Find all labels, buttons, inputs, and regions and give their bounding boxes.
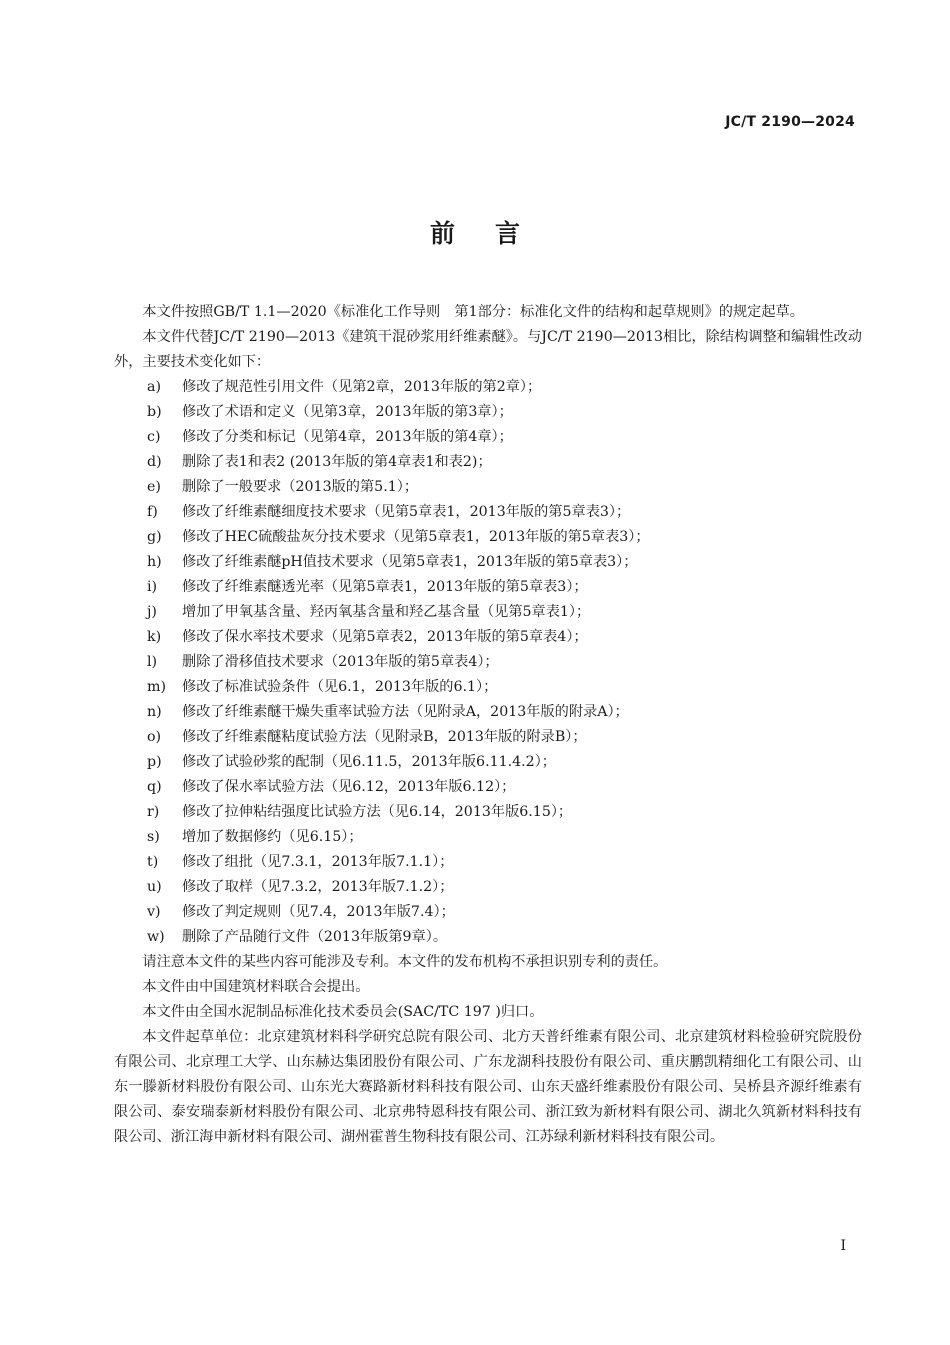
change-item — [114, 850, 862, 875]
change-item — [114, 875, 862, 900]
change-item — [114, 450, 862, 475]
change-item-marker: v) — [147, 904, 161, 920]
change-item-text: 修改了标准试验条件（见6.1，2013年版的6.1）； — [182, 679, 498, 695]
page-number: I — [840, 1238, 846, 1254]
change-item-text: 增加了甲氧基含量、羟丙氧基含量和羟乙基含量（见第5章表1）； — [182, 604, 591, 620]
change-item — [114, 425, 862, 450]
document-code: JC/T 2190—2024 — [725, 114, 855, 130]
change-item-text: 修改了纤维素醚pH值技术要求（见第5章表1，2013年版的第5章表3）； — [182, 554, 638, 570]
change-item-marker: o) — [147, 729, 162, 745]
change-item-marker: s) — [147, 829, 160, 845]
change-item-text: 删除了滑移值技术要求（2013年版的第5章表4）； — [182, 654, 499, 670]
technical-changes-list — [114, 375, 862, 950]
change-item-marker: p) — [147, 754, 162, 770]
intro-paragraph-drafting-rules: 本文件按照GB/T 1.1—2020《标准化工作导则 第1部分：标准化文件的结构和起草规则》的规定起草。 — [142, 304, 804, 320]
change-item-marker: h) — [147, 554, 162, 570]
change-item-marker: n) — [147, 704, 162, 720]
change-item-text: 修改了判定规则（见7.4，2013年版7.4）； — [182, 904, 455, 920]
change-item-text: 修改了规范性引用文件（见第2章，2013年版的第2章）； — [182, 379, 542, 395]
intro-paragraph-replacement: 本文件代替JC/T 2190—2013《建筑干混砂浆用纤维素醚》。与JC/T 2190—2013相比，除结构调整和编辑性改动外，主要技术变化如下： — [114, 329, 862, 370]
change-item-text: 修改了术语和定义（见第3章，2013年版的第3章）； — [182, 404, 513, 420]
change-item-text: 修改了试验砂浆的配制（见6.11.5，2013年版6.11.4.2）； — [182, 754, 556, 770]
change-item-text: 修改了纤维素醚细度技术要求（见第5章表1，2013年版的第5章表3）； — [182, 504, 631, 520]
change-item-text: 修改了纤维素醚粘度试验方法（见附录B，2013年版的附录B）； — [182, 729, 587, 745]
change-item-text: 删除了一般要求（2013版的第5.1）； — [182, 479, 419, 495]
change-item-marker: b) — [147, 404, 162, 420]
change-item-text: 删除了产品随行文件（2013年版第9章）。 — [182, 929, 448, 945]
page-title: 前言 — [429, 219, 560, 248]
change-item — [114, 375, 862, 400]
change-item-text: 修改了组批（见7.3.1，2013年版7.1.1）； — [182, 854, 454, 870]
change-item — [114, 575, 862, 600]
drafting-units: 本文件起草单位：北京建筑材料科学研究总院有限公司、北方天普纤维素有限公司、北京建筑材料检验研究院股份有限公司、北京理工大学、山东赫达集团股份有限公司、广东龙湖科技股份有限公司、重庆鹏凯精细化工有限公司、山东一滕新材料股份有限公司、山东光大赛路新材料科技有限公司、山东天盛纤维素股份有限公司、吴桥县齐源纤维素有限公司、泰安瑞泰新材料股份有限公司、北京弗特恩科技有限公司、浙江致为新材料有限公司、湖北久筑新材料科技有限公司、浙江海申新材料有限公司、湖州霍普生物科技有限公司、江苏绿利新材料科技有限公司。 — [114, 1029, 862, 1145]
change-item-text: 增加了数据修约（见6.15）； — [182, 829, 363, 845]
change-item-text: 修改了纤维素醚干燥失重率试验方法（见附录A，2013年版的附录A）； — [182, 704, 629, 720]
change-item-text: 修改了分类和标记（见第4章，2013年版的第4章）； — [182, 429, 513, 445]
change-item — [114, 900, 862, 925]
change-item-marker: j) — [147, 604, 157, 620]
change-item-text: 修改了取样（见7.3.2，2013年版7.1.2）； — [182, 879, 454, 895]
change-item-text: 修改了纤维素醚透光率（见第5章表1，2013年版的第5章表3）； — [182, 579, 588, 595]
change-item — [114, 725, 862, 750]
change-item-marker: f) — [147, 504, 158, 520]
change-item-marker: a) — [147, 379, 161, 395]
change-item-marker: r) — [147, 804, 160, 820]
change-item-marker: u) — [147, 879, 162, 895]
change-item-marker: d) — [147, 454, 162, 470]
change-item-marker: k) — [147, 629, 162, 645]
change-item-text: 删除了表1和表2 (2013年版的第4章表1和表2)； — [182, 454, 492, 470]
change-item-text: 修改了HEC硫酸盐灰分技术要求（见第5章表1，2013年版的第5章表3）； — [182, 529, 650, 545]
change-item — [114, 550, 862, 575]
change-item — [114, 750, 862, 775]
change-item — [114, 525, 862, 550]
change-item-marker: t) — [147, 854, 159, 870]
change-item — [114, 400, 862, 425]
change-item — [114, 475, 862, 500]
change-item-marker: g) — [147, 529, 162, 545]
change-item — [114, 600, 862, 625]
change-item — [114, 700, 862, 725]
change-item — [114, 775, 862, 800]
change-item-marker: c) — [147, 429, 161, 445]
patent-notice: 请注意本文件的某些内容可能涉及专利。本文件的发布机构不承担识别专利的责任。 — [142, 954, 668, 970]
change-item-marker: e) — [147, 479, 161, 495]
document-body — [114, 300, 862, 1150]
change-item-text: 修改了保水率试验方法（见6.12，2013年版6.12）； — [182, 779, 516, 795]
change-item-marker: i) — [147, 579, 158, 595]
change-item — [114, 800, 862, 825]
change-item-marker: l) — [147, 654, 158, 670]
proposer-statement: 本文件由中国建筑材料联合会提出。 — [142, 979, 370, 995]
change-item-text: 修改了拉伸粘结强度比试验方法（见6.14，2013年版6.15）； — [182, 804, 573, 820]
change-item-marker: q) — [147, 779, 162, 795]
change-item — [114, 925, 862, 950]
change-item — [114, 825, 862, 850]
change-item-text: 修改了保水率技术要求（见第5章表2，2013年版的第5章表4）； — [182, 629, 588, 645]
change-item-marker: m) — [147, 679, 166, 695]
change-item — [114, 625, 862, 650]
change-item — [114, 500, 862, 525]
change-item-marker: w) — [147, 929, 165, 945]
committee-statement: 本文件由全国水泥制品标准化技术委员会(SAC/TC 197 )归口。 — [142, 1004, 544, 1020]
change-item — [114, 675, 862, 700]
change-item — [114, 650, 862, 675]
